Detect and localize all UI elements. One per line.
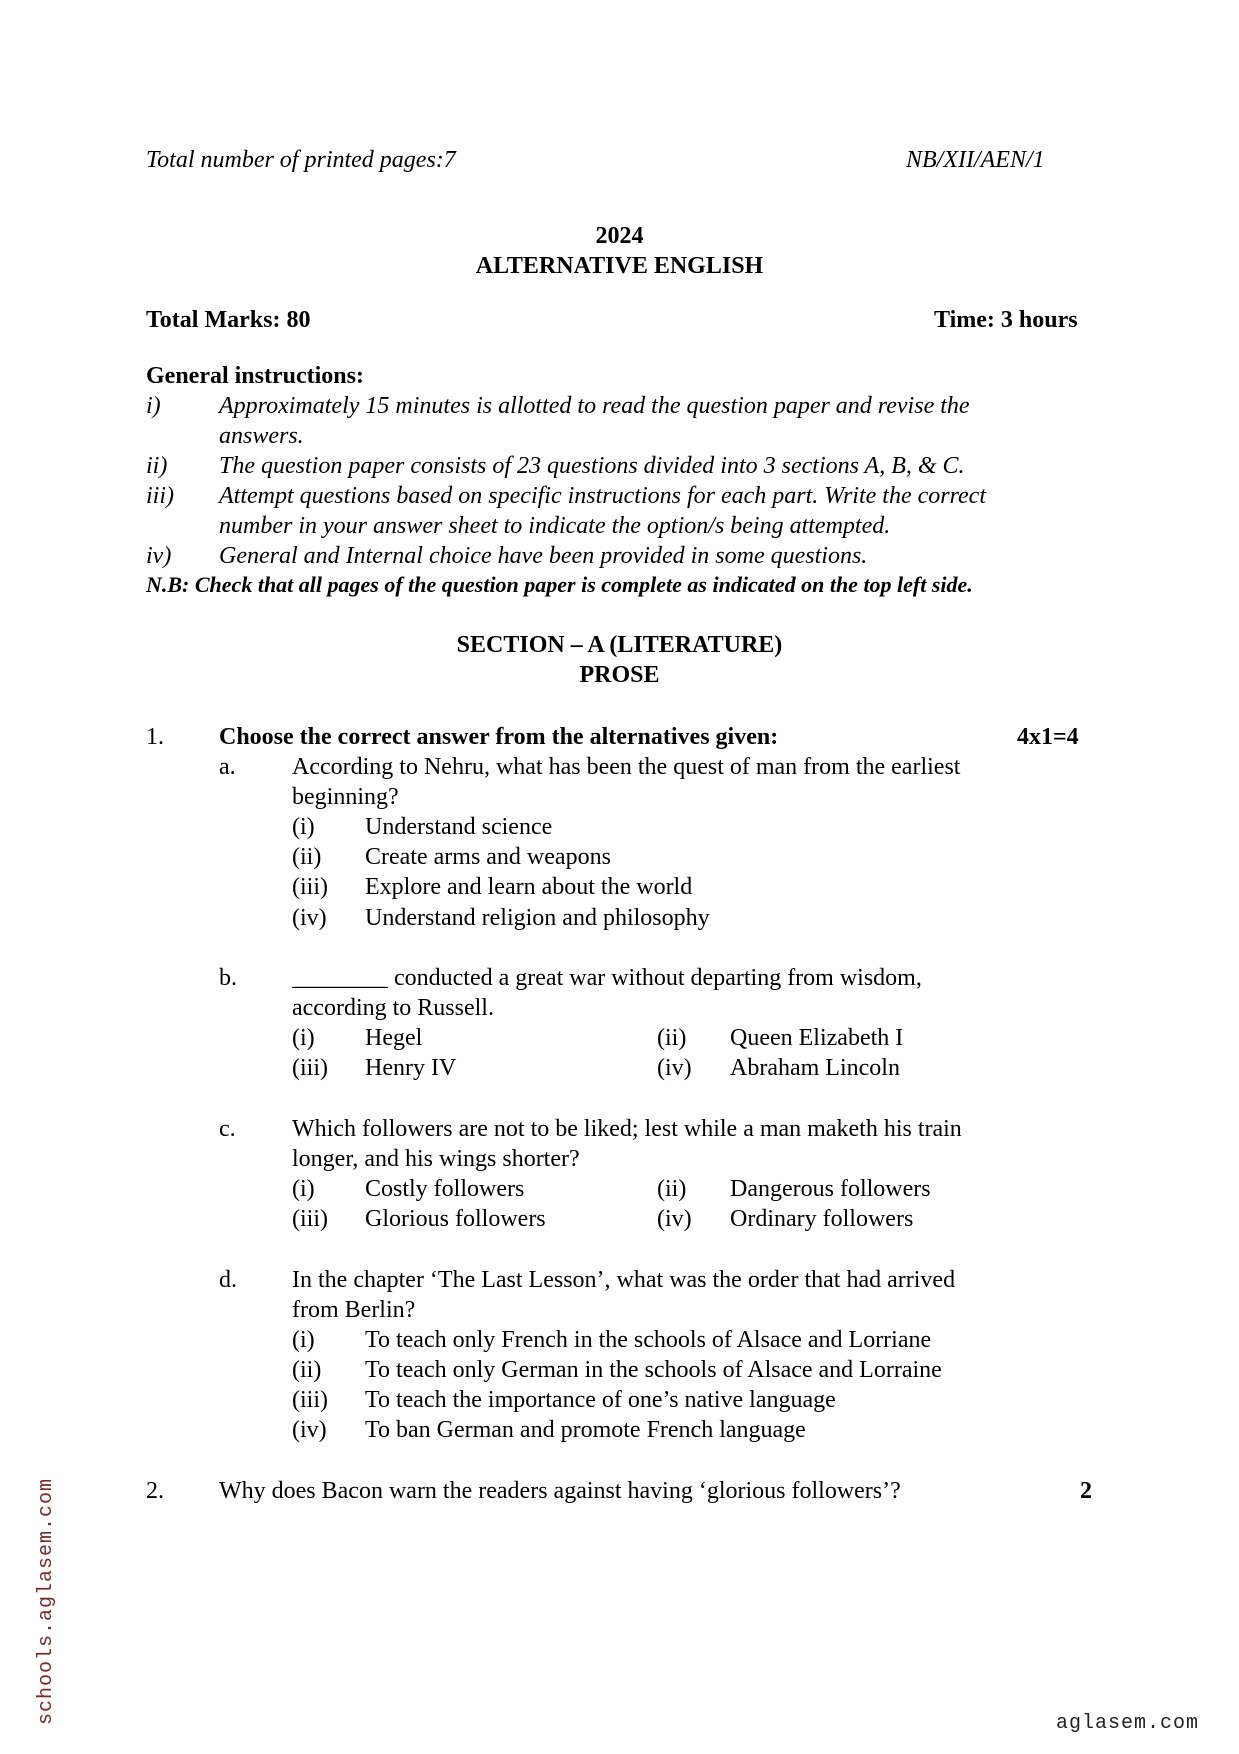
exam-year: 2024 — [595, 223, 644, 249]
option-text: Abraham Lincoln — [730, 1055, 900, 1081]
option-text: Hegel — [365, 1025, 423, 1051]
option-number: (i) — [292, 814, 315, 840]
sub-question-text: Which followers are not to be liked; lest while a man maketh his train — [292, 1116, 962, 1142]
bottom-watermark: aglasem.com — [1056, 1712, 1200, 1735]
option-number: (ii) — [657, 1025, 687, 1051]
paper-code: NB/XII/AEN/1 — [906, 147, 1045, 173]
option-text: To teach only German in the schools of Alsace and Lorraine — [365, 1357, 942, 1383]
printed-pages-note: Total number of printed pages:7 — [146, 147, 456, 173]
option-text: Understand religion and philosophy — [365, 905, 710, 931]
section-subtitle: PROSE — [579, 662, 660, 688]
question-text: Choose the correct answer from the alternatives given: — [219, 724, 779, 750]
option-number: (i) — [292, 1327, 315, 1353]
option-number: (ii) — [657, 1176, 687, 1202]
option-text: Understand science — [365, 814, 553, 840]
option-number: (iii) — [292, 874, 328, 900]
instruction-text: Approximately 15 minutes is allotted to read the question paper and revise the — [219, 393, 970, 419]
sub-question-text: from Berlin? — [292, 1297, 416, 1323]
sub-question-text: longer, and his wings shorter? — [292, 1146, 580, 1172]
nb-note: N.B: Check that all pages of the question paper is complete as indicated on the top left side. — [146, 572, 973, 597]
instruction-text: The question paper consists of 23 questions divided into 3 sections A, B, & C. — [219, 453, 965, 479]
option-number: (ii) — [292, 1357, 322, 1383]
sub-question-text: according to Russell. — [292, 995, 494, 1021]
option-number: (iii) — [292, 1206, 328, 1232]
option-number: (iii) — [292, 1387, 328, 1413]
exam-subject: ALTERNATIVE ENGLISH — [475, 253, 764, 279]
sub-question-label: d. — [219, 1267, 237, 1293]
option-text: Create arms and weapons — [365, 844, 611, 870]
instructions-heading: General instructions: — [146, 363, 364, 389]
sub-question-label: c. — [219, 1116, 236, 1142]
option-text: Costly followers — [365, 1176, 525, 1202]
sub-question-text: ________ conducted a great war without departing from wisdom, — [292, 965, 922, 991]
sub-question-text: In the chapter ‘The Last Lesson’, what was the order that had arrived — [292, 1267, 956, 1293]
option-text: Ordinary followers — [730, 1206, 914, 1232]
instruction-number: i) — [146, 393, 161, 419]
option-number: (iv) — [292, 905, 327, 931]
option-text: Dangerous followers — [730, 1176, 931, 1202]
option-number: (iv) — [657, 1055, 692, 1081]
instruction-number: iv) — [146, 543, 172, 569]
instruction-text: number in your answer sheet to indicate the option/s being attempted. — [219, 513, 891, 539]
option-number: (iv) — [657, 1206, 692, 1232]
instruction-text: General and Internal choice have been provided in some questions. — [219, 543, 868, 569]
option-text: Explore and learn about the world — [365, 874, 693, 900]
instruction-number: iii) — [146, 483, 174, 509]
option-text: To ban German and promote French language — [365, 1417, 806, 1443]
option-text: Glorious followers — [365, 1206, 546, 1232]
question-text: Why does Bacon warn the readers against having ‘glorious followers’? — [219, 1478, 901, 1504]
total-marks: Total Marks: 80 — [146, 307, 311, 333]
sub-question-label: b. — [219, 965, 237, 991]
time-allowed: Time: 3 hours — [934, 307, 1078, 333]
option-number: (iii) — [292, 1055, 328, 1081]
option-number: (iv) — [292, 1417, 327, 1443]
side-watermark: schools.aglasem.com — [35, 1477, 58, 1725]
instruction-text: Attempt questions based on specific instructions for each part. Write the correct — [219, 483, 987, 509]
section-title: SECTION – A (LITERATURE) — [456, 632, 783, 658]
option-number: (ii) — [292, 844, 322, 870]
option-text: To teach the importance of one’s native language — [365, 1387, 836, 1413]
option-number: (i) — [292, 1025, 315, 1051]
sub-question-label: a. — [219, 754, 236, 780]
instruction-number: ii) — [146, 453, 168, 479]
option-text: Henry IV — [365, 1055, 457, 1081]
option-text: To teach only French in the schools of Alsace and Lorriane — [365, 1327, 932, 1353]
question-marks: 2 — [1080, 1478, 1092, 1504]
question-number: 1. — [146, 724, 164, 750]
sub-question-text: beginning? — [292, 784, 399, 810]
option-text: Queen Elizabeth I — [730, 1025, 904, 1051]
question-marks: 4x1=4 — [1017, 724, 1079, 750]
sub-question-text: According to Nehru, what has been the quest of man from the earliest — [292, 754, 961, 780]
option-number: (i) — [292, 1176, 315, 1202]
instruction-text: answers. — [219, 423, 304, 449]
question-number: 2. — [146, 1478, 164, 1504]
